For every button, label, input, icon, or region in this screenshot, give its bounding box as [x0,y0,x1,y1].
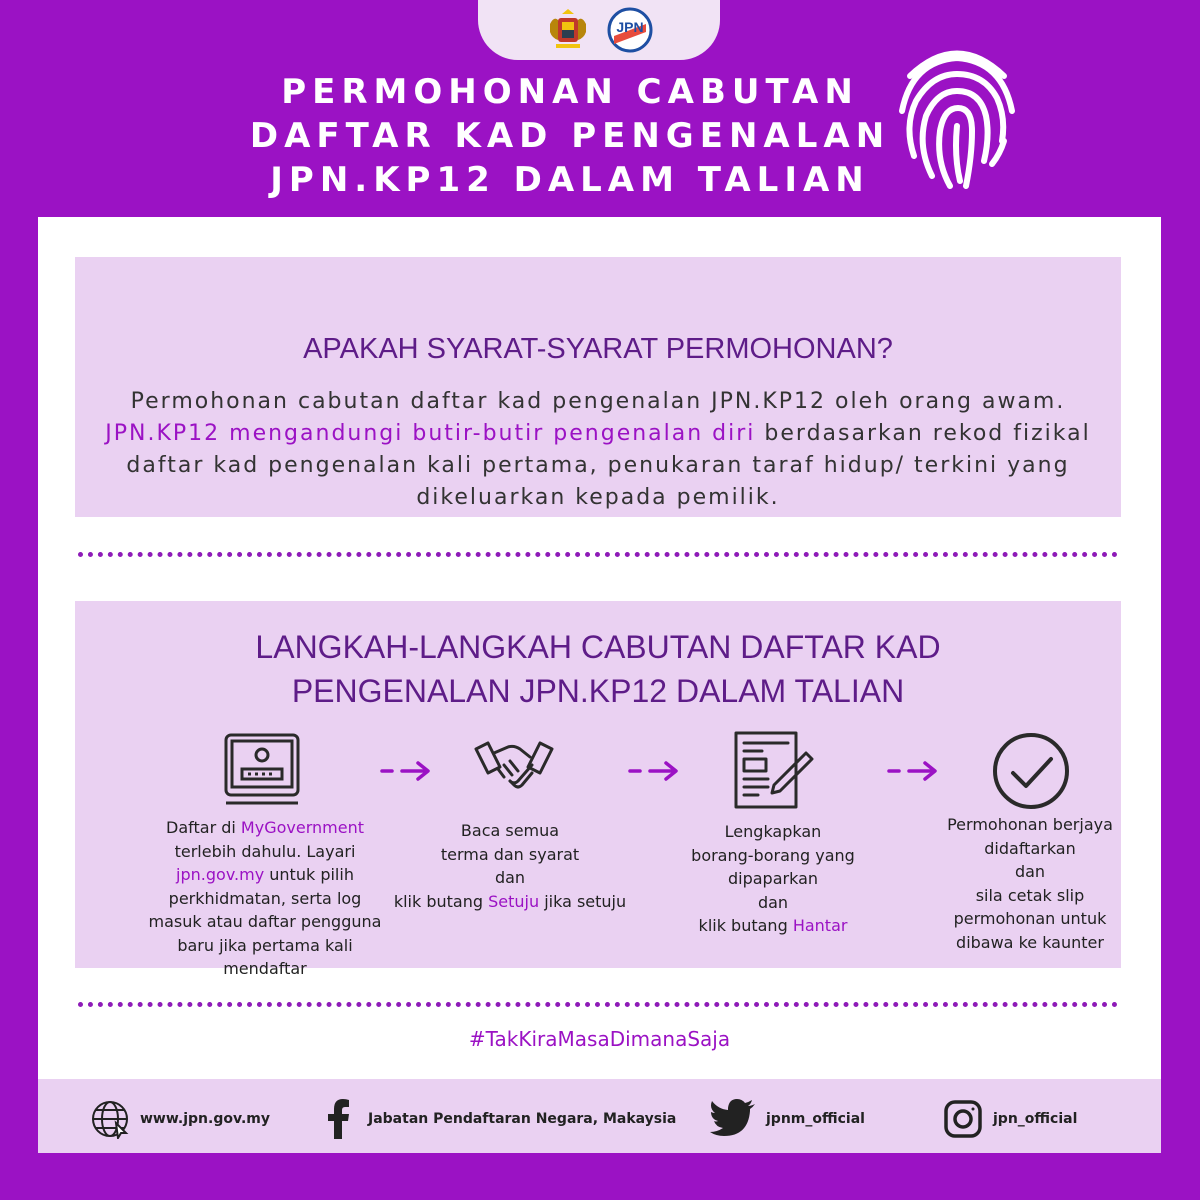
fingerprint-icon [892,36,1022,196]
step-text-part: Daftar di [166,818,241,837]
step-text-part: jika setuju [539,891,627,911]
mygovernment-link: MyGovernment [240,818,364,837]
instagram-icon [943,1099,983,1139]
svg-text:JPN: JPN [616,19,644,35]
coat-of-arms-logo [544,6,592,54]
twitter-label: jpnm_official [766,1111,865,1127]
step-text-part: Permohonan berjaya [947,815,1113,834]
steps-heading [75,625,1121,713]
dotted-divider [78,1002,1118,1007]
jpn-site-link: jpn.gov.my [176,865,265,884]
step-1-text [140,816,390,981]
step-text-part: untuk pilih perkhidmatan, serta log masuk atau daftar pengguna baru jika pertama kali mendaftar [148,865,382,978]
instagram-label: jpn_official [993,1111,1078,1127]
step-text-part: dan [757,892,789,912]
footer-facebook[interactable] [318,1099,676,1139]
step-3-text [648,820,898,938]
requirements-highlight: JPN.KP12 mengandungi butir-butir pengenalan diri [105,421,756,446]
step-text-part: sila cetak slip [975,885,1085,905]
dotted-divider [78,552,1118,557]
requirements-text-part: Permohonan cabutan daftar kad pengenalan JPN.KP12 oleh orang awam. [130,389,1066,414]
step-text-part: Baca semua [460,821,560,840]
step-text-part: dibawa ke kaunter [956,932,1104,952]
facebook-label: Jabatan Pendaftaran Negara, Makaysia [368,1111,677,1127]
steps-heading-line-1: LANGKAH-LANGKAH CABUTAN DAFTAR KAD [255,629,941,665]
step-text-part: dipaparkan [727,869,819,888]
jpn-logo [606,6,654,54]
footer-instagram[interactable] [943,1099,1077,1139]
laptop-login-icon [222,731,302,811]
setuju-label: Setuju [488,891,540,911]
requirements-text [95,386,1101,514]
twitter-icon [710,1099,756,1139]
step-text-part: Lengkapkan [724,822,822,841]
form-pen-icon [734,731,814,811]
page-title [220,70,920,202]
title-line-2: DAFTAR KAD PENGENALAN [249,116,891,156]
footer-twitter[interactable] [710,1099,865,1139]
requirements-text-part: berdasarkan rekod fizikal daftar kad pengenalan kali pertama, penukaran taraf hidup/ terkini yang dikeluarkan kepada pemilik. [126,421,1091,510]
handshake-icon [474,731,554,811]
steps-card [75,601,1121,978]
step-4-text [905,813,1155,954]
step-text-part: borang-borang yang [691,845,855,865]
step-text-part: terma dan syarat [440,844,580,864]
arrow-right-icon [380,761,440,781]
hashtag: #TakKiraMasaDimanaSaja [468,1027,731,1051]
globe-cursor-icon [90,1099,130,1139]
step-text-part: didaftarkan [984,838,1076,858]
arrow-right-icon [887,761,947,781]
title-line-3: JPN.KP12 DALAM TALIAN [270,160,870,200]
step-text-part: klik butang [393,891,489,911]
step-text-part: dan [1014,862,1046,881]
content-panel [38,217,1161,1153]
logo-tab [478,0,720,60]
footer [38,1079,1161,1153]
requirements-card [75,257,1121,517]
title-line-1: PERMOHONAN CABUTAN [281,72,859,112]
requirements-heading: APAKAH SYARAT-SYARAT PERMOHONAN? [303,333,893,365]
step-text-part: dan [494,868,526,887]
step-text-part: permohonan untuk [953,909,1107,928]
arrow-right-icon [628,761,688,781]
facebook-icon [318,1099,358,1139]
check-circle-icon [991,731,1071,811]
hantar-label: Hantar [792,916,848,935]
footer-website[interactable] [90,1099,270,1139]
website-label: www.jpn.gov.my [140,1111,270,1127]
step-2-text [385,819,635,913]
step-text-part: terlebih dahulu. Layari [174,841,356,861]
steps-heading-line-2: PENGENALAN JPN.KP12 DALAM TALIAN [291,673,905,709]
step-text-part: klik butang [698,916,793,935]
